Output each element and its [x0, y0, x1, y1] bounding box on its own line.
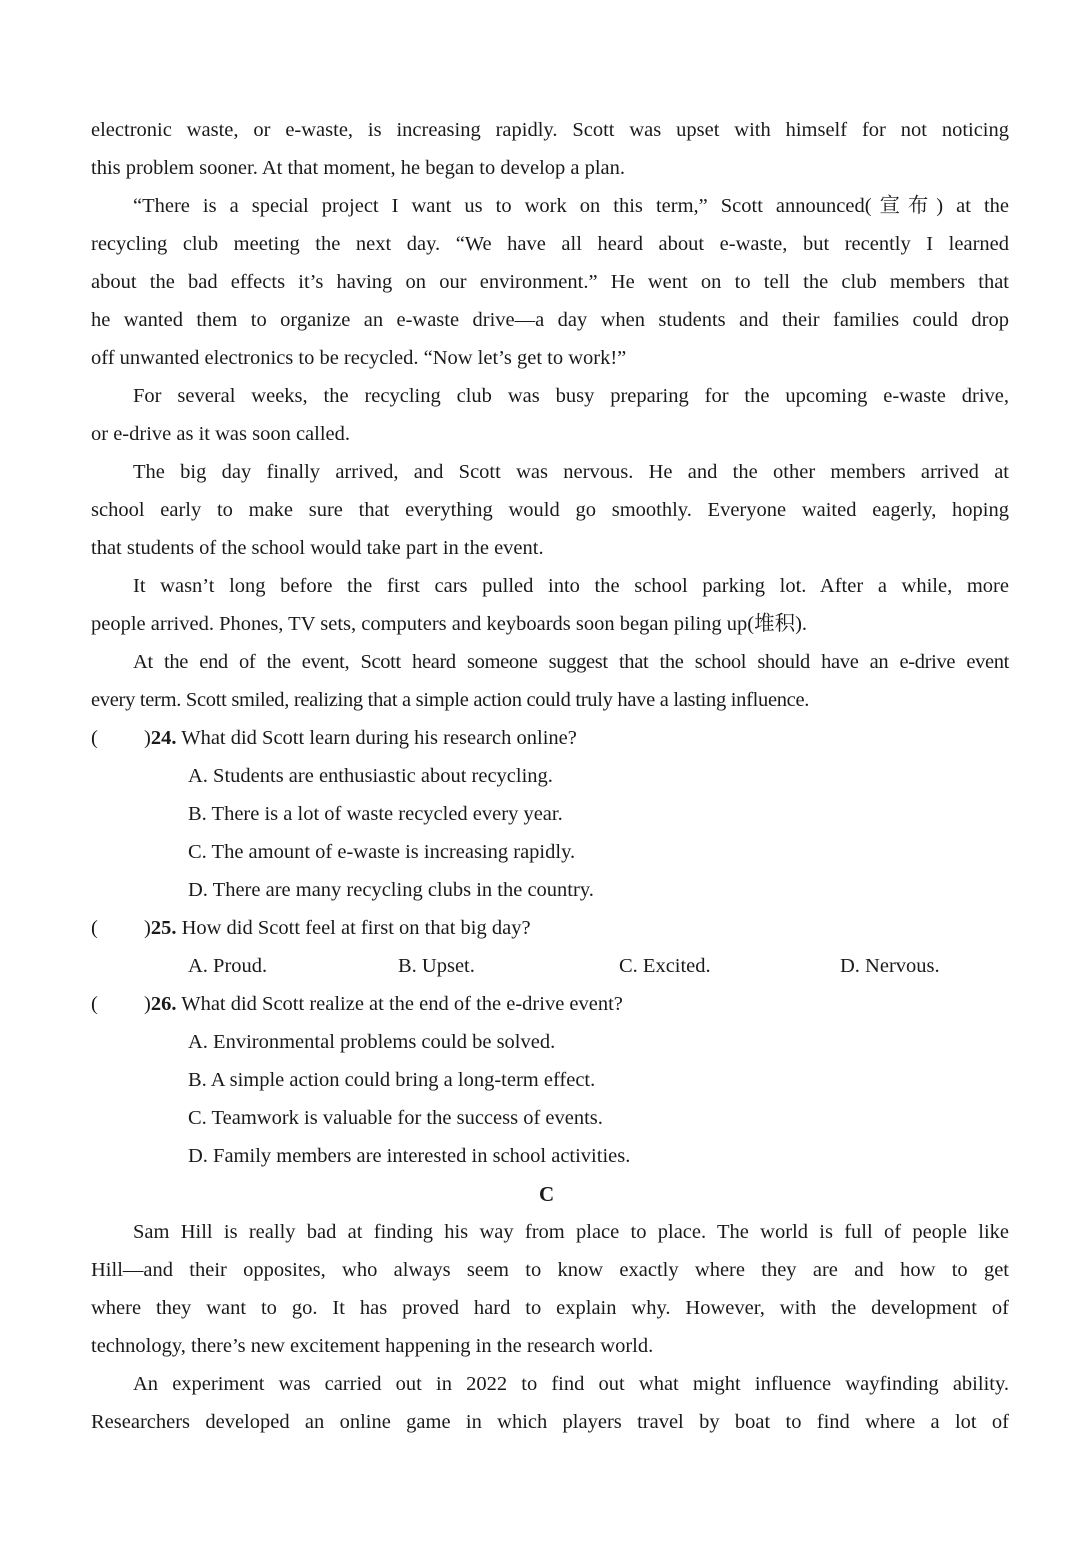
passage-c-line: Hill—and their opposites, who always seem to know exactly where they are and how to get [91, 1259, 1009, 1281]
passage-b-line: For several weeks, the recycling club was busy preparing for the upcoming e-waste drive, [133, 385, 1009, 407]
question-stem [144, 725, 577, 751]
option-d: D. Nervous. [840, 955, 940, 977]
option-b: B. Upset. [398, 955, 475, 977]
passage-c-line: Researchers developed an online game in which players travel by boat to find where a lot of [91, 1411, 1009, 1433]
passage-b-line: that students of the school would take part in the event. [91, 537, 544, 559]
passage-c-line: Sam Hill is really bad at finding his way from place to place. The world is full of people like [133, 1221, 1009, 1243]
option-d: D. There are many recycling clubs in the country. [188, 879, 594, 901]
option-a: A. Environmental problems could be solved. [188, 1031, 556, 1053]
answer-blank-close: ) [144, 727, 151, 749]
passage-b-line: or e-drive as it was soon called. [91, 423, 351, 445]
option-a: A. Proud. [188, 955, 268, 977]
passage-b-line: It wasn’t long before the first cars pulled into the school parking lot. After a while, more [133, 575, 1009, 597]
passage-b-line: “There is a special project I want us to work on this term,” Scott announced(宣布) at the [133, 195, 1009, 217]
answer-blank-open: ( [91, 993, 98, 1015]
option-b: B. There is a lot of waste recycled every year. [188, 803, 563, 825]
question-number: 24. [150, 727, 177, 749]
section-heading: C [539, 1182, 555, 1206]
option-c: C. Teamwork is valuable for the success of events. [188, 1107, 603, 1129]
passage-b-line: about the bad effects it’s having on our environment.” He went on to tell the club members that [91, 271, 1009, 293]
option-b: B. A simple action could bring a long-term effect. [188, 1069, 596, 1091]
option-c: C. The amount of e-waste is increasing rapidly. [188, 841, 576, 863]
question-text: How did Scott feel at first on that big day? [181, 917, 531, 939]
passage-c-line: An experiment was carried out in 2022 to find out what might influence wayfinding ability. [133, 1373, 1009, 1395]
question-stem [144, 915, 531, 941]
question-number: 25. [150, 917, 177, 939]
passage-b-line: people arrived. Phones, TV sets, computers and keyboards soon began piling up(堆积). [91, 613, 808, 635]
passage-b-line: off unwanted electronics to be recycled. “Now let’s get to work!” [91, 347, 627, 369]
question-text: What did Scott realize at the end of the e-drive event? [181, 993, 623, 1015]
passage-b-line: every term. Scott smiled, realizing that a simple action could truly have a lasting influence. [91, 689, 810, 711]
passage-b-line: recycling club meeting the next day. “We have all heard about e-waste, but recently I learned [91, 233, 1009, 255]
passage-c-line: technology, there’s new excitement happening in the research world. [91, 1335, 654, 1357]
option-a: A. Students are enthusiastic about recycling. [188, 765, 553, 787]
passage-b-line: this problem sooner. At that moment, he began to develop a plan. [91, 157, 626, 179]
passage-b-line: The big day finally arrived, and Scott was nervous. He and the other members arrived at [133, 461, 1009, 483]
passage-b-line: electronic waste, or e-waste, is increasing rapidly. Scott was upset with himself for not noticing [91, 119, 1009, 141]
answer-blank-close: ) [144, 993, 151, 1015]
passage-b-line: school early to make sure that everything would go smoothly. Everyone waited eagerly, hoping [91, 499, 1009, 521]
option-c: C. Excited. [619, 955, 711, 977]
passage-b-line: he wanted them to organize an e-waste drive—a day when students and their families could drop [91, 309, 1009, 331]
passage-b-line: At the end of the event, Scott heard someone suggest that the school should have an e-drive event [133, 651, 1009, 673]
question-number: 26. [150, 993, 177, 1015]
answer-blank-open: ( [91, 727, 98, 749]
option-d: D. Family members are interested in school activities. [188, 1145, 631, 1167]
passage-c-line: where they want to go. It has proved hard to explain why. However, with the development of [91, 1297, 1009, 1319]
answer-blank-open: ( [91, 917, 98, 939]
question-stem [144, 991, 623, 1017]
answer-blank-close: ) [144, 917, 151, 939]
question-text: What did Scott learn during his research online? [181, 727, 577, 749]
